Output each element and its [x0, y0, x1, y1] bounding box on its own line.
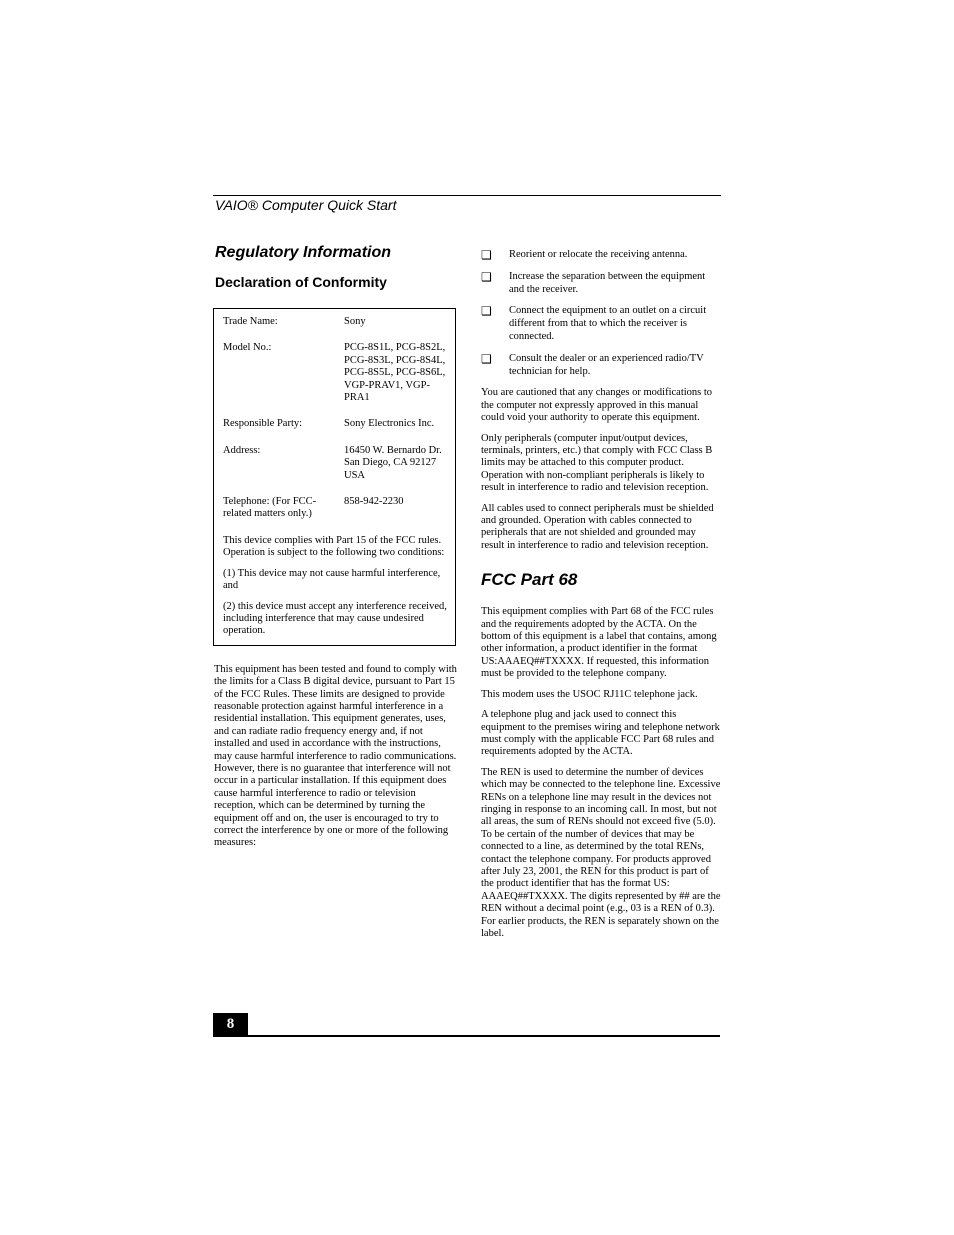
bullet-item — [481, 305, 721, 343]
checkbox-bullet-icon: ❑ — [481, 351, 492, 366]
left-column — [213, 244, 457, 858]
checkbox-bullet-icon: ❑ — [481, 248, 492, 262]
body-paragraph: All cables used to connect peripherals must be shielded and grounded. Operation with cables connected to peripherals that are not shielded and grounded may result in interference to radio and television reception. — [481, 502, 714, 551]
checkbox-bullet-icon: ❑ — [481, 304, 492, 319]
declaration-box — [213, 308, 456, 646]
header-rule — [213, 195, 721, 196]
body-paragraph: This equipment complies with Part 68 of the FCC rules and the requirements adopted by the ACTA. On the bottom of this equipment is a label that contains, among other information, a product identifier in the format US:AAAEQ##TXXXX. If requested, this information must be provided to the telephone company. — [481, 606, 717, 680]
box-value: 16450 W. Bernardo Dr. San Diego, CA 92127 USA — [344, 444, 442, 481]
box-value: 858-942-2230 — [344, 496, 404, 508]
subsection-title: Declaration of Conformity — [215, 274, 387, 290]
box-value: Sony — [344, 316, 366, 327]
box-paragraph: This device complies with Part 15 of the FCC rules. Operation is subject to the following two conditions: — [223, 534, 445, 559]
box-key: Address: — [223, 444, 261, 456]
box-key: Telephone: (For FCC-related matters only.) — [223, 496, 317, 520]
fcc-part-68-title: FCC Part 68 — [481, 570, 578, 590]
body-paragraph: This equipment has been tested and found to comply with the limits for a Class B digital device, pursuant to Part 15 of the FCC Rules. These limits are designed to provide reasonable protection against harmful interference in a residential installation. This equipment generates, uses, and can radiate radio frequency energy and, if not installed and used in accordance with the instructions, may cause harmful interference to radio communications. However, there is no guarantee that interference will not occur in a particular installation. If this equipment does cause harmful interference to radio or television reception, which can be determined by turning the equipment off and on, the user is encouraged to try to correct the interference by one or more of the following measures: — [214, 663, 457, 849]
bullet-text: Increase the separation between the equipment and the receiver. — [509, 270, 706, 295]
box-row-telephone — [223, 496, 447, 521]
checkbox-bullet-icon: ❑ — [481, 269, 492, 284]
bullet-text: Connect the equipment to an outlet on a circuit different from that to which the receiver is connected. — [509, 305, 707, 342]
box-value: Sony Electronics Inc. — [344, 418, 435, 430]
section-title: Regulatory Information — [215, 244, 392, 261]
body-paragraph: You are cautioned that any changes or modifications to the computer not expressly approved in this manual could void your authority to operate this equipment. — [481, 387, 713, 424]
bullet-text: Reorient or relocate the receiving antenna. — [509, 249, 688, 260]
box-row-trade-name — [223, 316, 447, 328]
bullet-item — [481, 271, 721, 297]
box-paragraph: (2) this device must accept any interference received, including interference that may cause undesired operation. — [223, 600, 447, 637]
box-key: Responsible Party: — [223, 418, 303, 430]
box-row-model-no — [223, 342, 447, 404]
box-row-address — [223, 445, 447, 482]
running-header: VAIO® Computer Quick Start — [215, 197, 397, 213]
box-key: Trade Name: — [223, 316, 278, 327]
body-paragraph: The REN is used to determine the number of devices which may be connected to the telephone line. Excessive RENs on a telephone line may result in the devices not ringing in response to an incoming call. In most, but not all areas, the sum of RENs should not exceed five (5.0). To be certain of the number of devices that may be connected to a line, as determined by the total RENs, contact the telephone company. For products approved after July 23, 2001, the REN for this product is part of the product identifier that has the format US: AAAEQ##TXXXX. The digits represented by ## are the REN without a decimal point (e.g., 03 is a REN of 0.3). For earlier products, the REN is separately shown on the label. — [481, 766, 721, 939]
body-paragraph: This modem uses the USOC RJ11C telephone jack. — [481, 688, 698, 700]
bullet-text: Consult the dealer or an experienced radio/TV technician for help. — [509, 352, 704, 377]
body-paragraph: A telephone plug and jack used to connect this equipment to the premises wiring and telephone network must comply with the applicable FCC Part 68 rules and requirements adopted by the ACTA. — [481, 709, 720, 758]
box-value: PCG-8S1L, PCG-8S2L, PCG-8S3L, PCG-8S4L, PCG-8S5L, PCG-8S6L, VGP-PRAV1, VGP-PRA1 — [344, 342, 446, 404]
box-paragraph: (1) This device may not cause harmful interference, and — [223, 567, 441, 592]
body-paragraph: Only peripherals (computer input/output devices, terminals, printers, etc.) that comply with FCC Class B limits may be attached to this computer product. Operation with non-compliant peripherals is likely to result in interference to radio and television reception. — [481, 432, 713, 494]
box-key: Model No.: — [223, 342, 272, 354]
box-row-responsible-party — [223, 418, 447, 430]
bullet-item — [481, 353, 721, 379]
page-number: 8 — [213, 1013, 248, 1036]
footer-rule — [213, 1035, 720, 1037]
right-column — [481, 249, 721, 948]
bullet-item — [481, 249, 721, 262]
